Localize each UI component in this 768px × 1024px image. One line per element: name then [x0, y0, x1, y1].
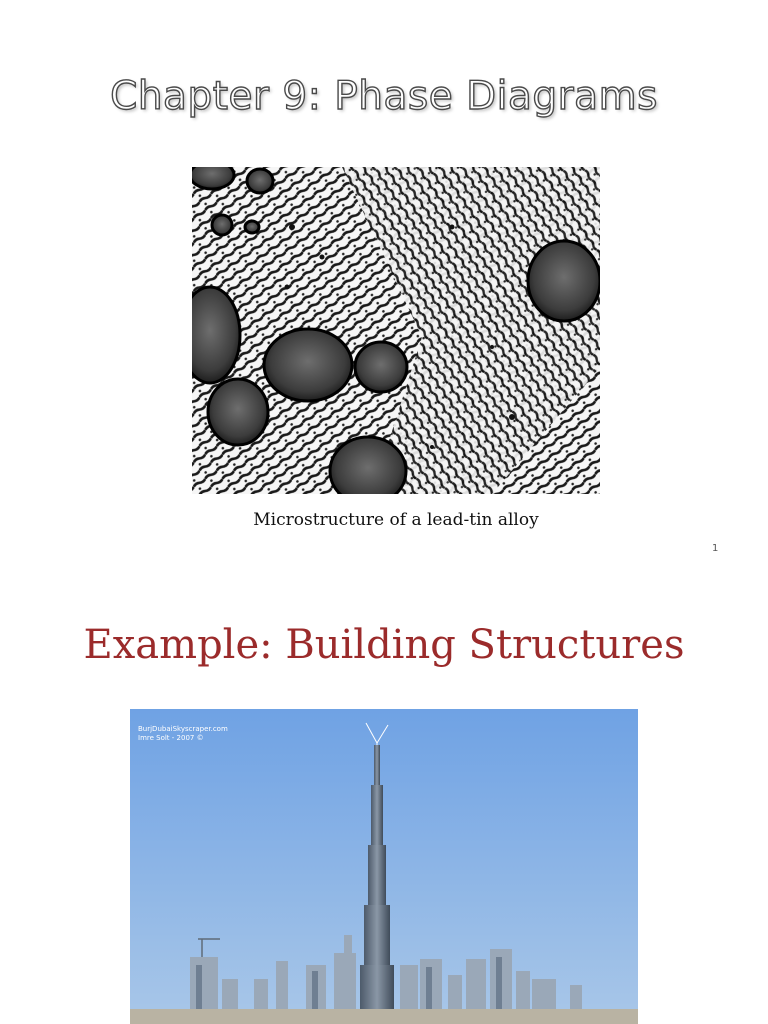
image-credit-author: Imre Solt - 2007 ©	[138, 734, 204, 742]
section-title: Example: Building Structures	[83, 622, 685, 668]
page-number: 1	[712, 543, 719, 554]
skyline-image	[130, 709, 638, 1024]
microstructure-image	[192, 167, 600, 494]
image-caption: Microstructure of a lead-tin alloy	[253, 510, 539, 530]
chapter-title: Chapter 9: Phase Diagrams	[110, 74, 658, 119]
image-credit-site: BurjDubaiSkyscraper.com	[138, 725, 228, 733]
